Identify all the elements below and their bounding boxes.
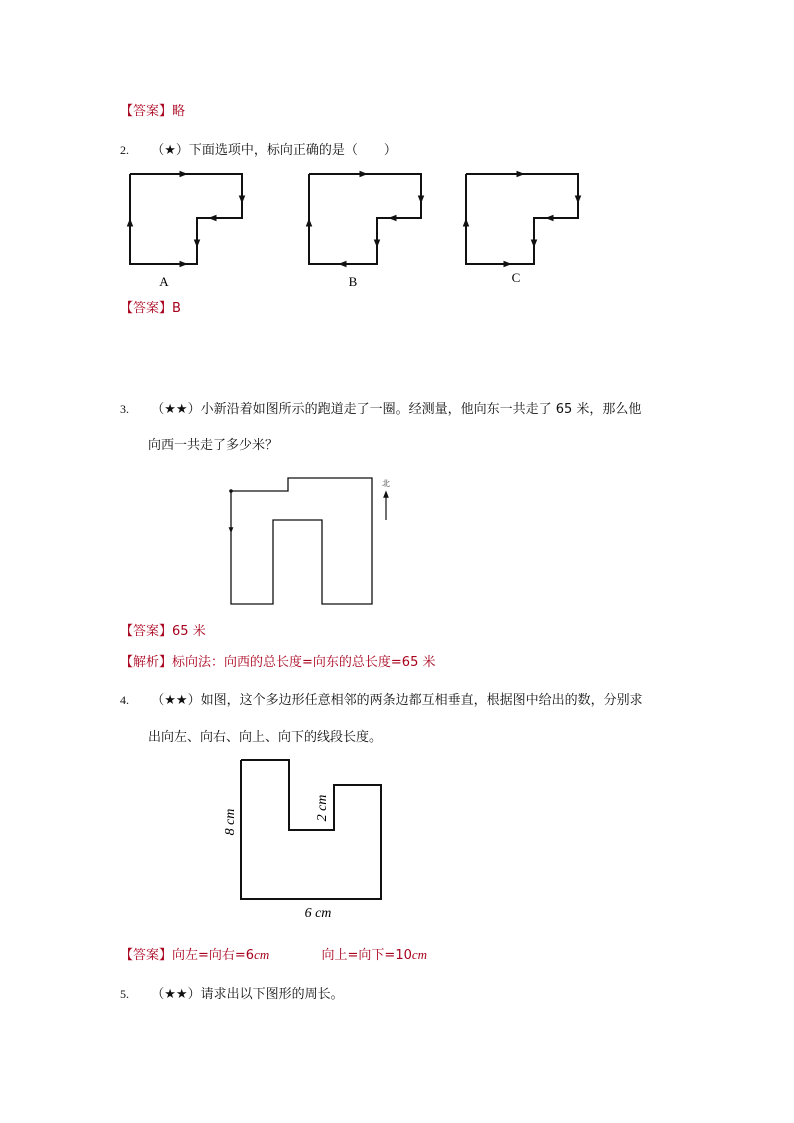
- answer-prefix: 【答案】: [120, 948, 173, 963]
- question-4: [120, 691, 643, 710]
- answer-line-2: [120, 300, 181, 318]
- answer-prefix: 【答案】: [120, 624, 173, 639]
- question-number: 2.: [120, 143, 129, 157]
- option-b-shape: [309, 174, 421, 264]
- option-a-shape: [130, 174, 242, 264]
- question-2: [120, 141, 397, 160]
- analysis-text: 标向法：向西的总长度=向东的总长度=65 米: [172, 655, 436, 670]
- analysis-prefix: 【解析】: [120, 655, 173, 670]
- answer-a: 向左=向右=6: [172, 948, 255, 963]
- q3-track-figure: [222, 470, 402, 610]
- answer-text: 65 米: [172, 624, 206, 639]
- north-label: 北: [382, 479, 390, 488]
- answer-b: 向上=向下=10: [321, 948, 412, 963]
- track-outline: [231, 478, 372, 604]
- option-a-label: A: [159, 274, 169, 289]
- question-4-line-2: 出向左、向右、向上、向下的线段长度。: [148, 730, 383, 745]
- answer-text: B: [172, 301, 181, 316]
- left-length-label: 8 cm: [223, 808, 238, 836]
- question-5: [120, 985, 344, 1004]
- answer-text: 略: [172, 104, 186, 119]
- question-text-line-1: （★★）小新沿着如图所示的跑道走了一圈。经测量，他向东一共走了 65 米，那么他: [151, 402, 642, 417]
- option-c-label: C: [511, 270, 521, 285]
- answer-line-1: [120, 103, 185, 121]
- option-c-shape: [466, 174, 578, 264]
- question-number: 5.: [120, 987, 129, 1001]
- question-text: （★）下面选项中，标向正确的是（ ）: [151, 143, 397, 158]
- q2-options-figure: [110, 160, 610, 295]
- answer-line-3: [120, 623, 206, 641]
- q4-polygon-figure: [215, 752, 395, 927]
- start-dot: [229, 489, 233, 493]
- answer-prefix: 【答案】: [120, 301, 173, 316]
- answer-a-unit: cm: [254, 947, 270, 962]
- answer-b-unit: cm: [411, 947, 428, 962]
- question-3: [120, 400, 641, 419]
- bottom-length-label: 6 cm: [304, 906, 332, 921]
- answer-prefix: 【答案】: [120, 104, 173, 119]
- question-3-line-2: 向西一共走了多少米？: [148, 438, 279, 453]
- answer-line-4: [120, 946, 427, 965]
- question-number: 3.: [120, 402, 129, 416]
- option-b-label: B: [348, 274, 358, 289]
- question-text-line-1: （★★）如图，这个多边形任意相邻的两条边都互相垂直，根据图中给出的数，分别求: [151, 693, 643, 708]
- question-number: 4.: [120, 693, 129, 707]
- polygon-outline: [241, 760, 381, 899]
- analysis-line-3: [120, 654, 435, 672]
- question-text: （★★）请求出以下图形的周长。: [151, 987, 344, 1002]
- inner-length-label: 2 cm: [315, 794, 330, 822]
